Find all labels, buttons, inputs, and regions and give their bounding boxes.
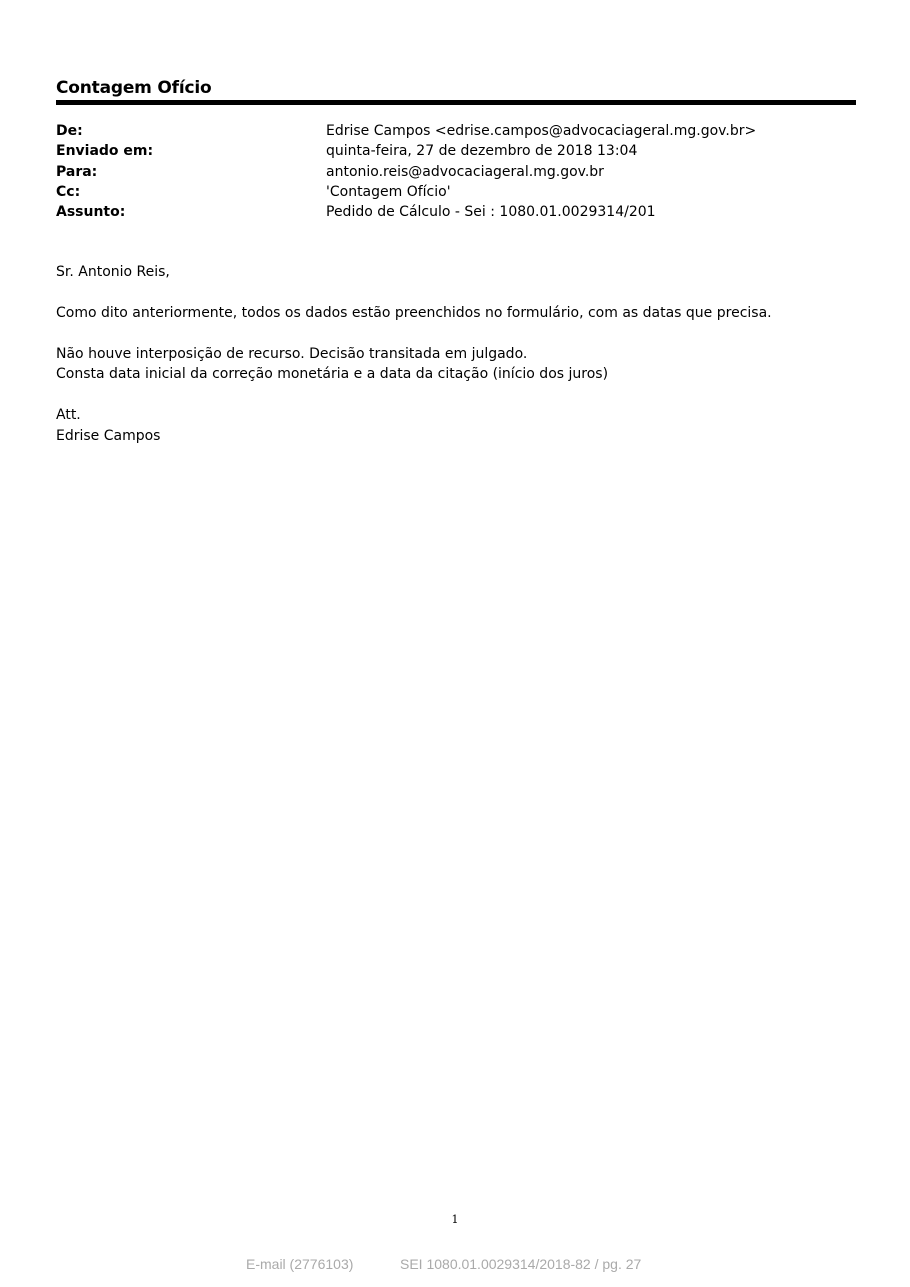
footer-process-reference: SEI 1080.01.0029314/2018-82 / pg. 27 [400,1256,642,1272]
cc-value: 'Contagem Ofício' [326,184,451,200]
subject-value: Pedido de Cálculo - Sei : 1080.01.0029314/201 [326,204,656,220]
to-label: Para: [56,164,98,180]
from-value: Edrise Campos <edrise.campos@advocaciageral.mg.gov.br> [326,123,757,139]
footer-document-id: E-mail (2776103) [246,1256,354,1272]
header-row-from [56,121,856,141]
to-value: antonio.reis@advocaciageral.mg.gov.br [326,164,604,180]
email-greeting: Sr. Antonio Reis, [56,264,170,280]
email-paragraph: Não houve interposição de recurso. Decisão transitada em julgado. [56,346,528,362]
email-signature: Edrise Campos [56,428,161,444]
sent-label: Enviado em: [56,143,154,159]
cc-label: Cc: [56,184,81,200]
header-row-subject [56,202,856,222]
sent-value: quinta-feira, 27 de dezembro de 2018 13:04 [326,143,638,159]
header-row-cc [56,182,856,202]
from-label: De: [56,123,83,139]
document-title: Contagem Ofício [56,78,212,98]
header-row-sent [56,141,856,161]
title-divider [56,100,856,105]
email-paragraph: Consta data inicial da correção monetária e a data da citação (início dos juros) [56,366,609,382]
subject-label: Assunto: [56,204,126,220]
page-number: 1 [451,1213,459,1226]
email-paragraph: Como dito anteriormente, todos os dados estão preenchidos no formulário, com as datas que precisa. [56,305,772,321]
email-closing: Att. [56,407,81,423]
header-row-to [56,162,856,182]
